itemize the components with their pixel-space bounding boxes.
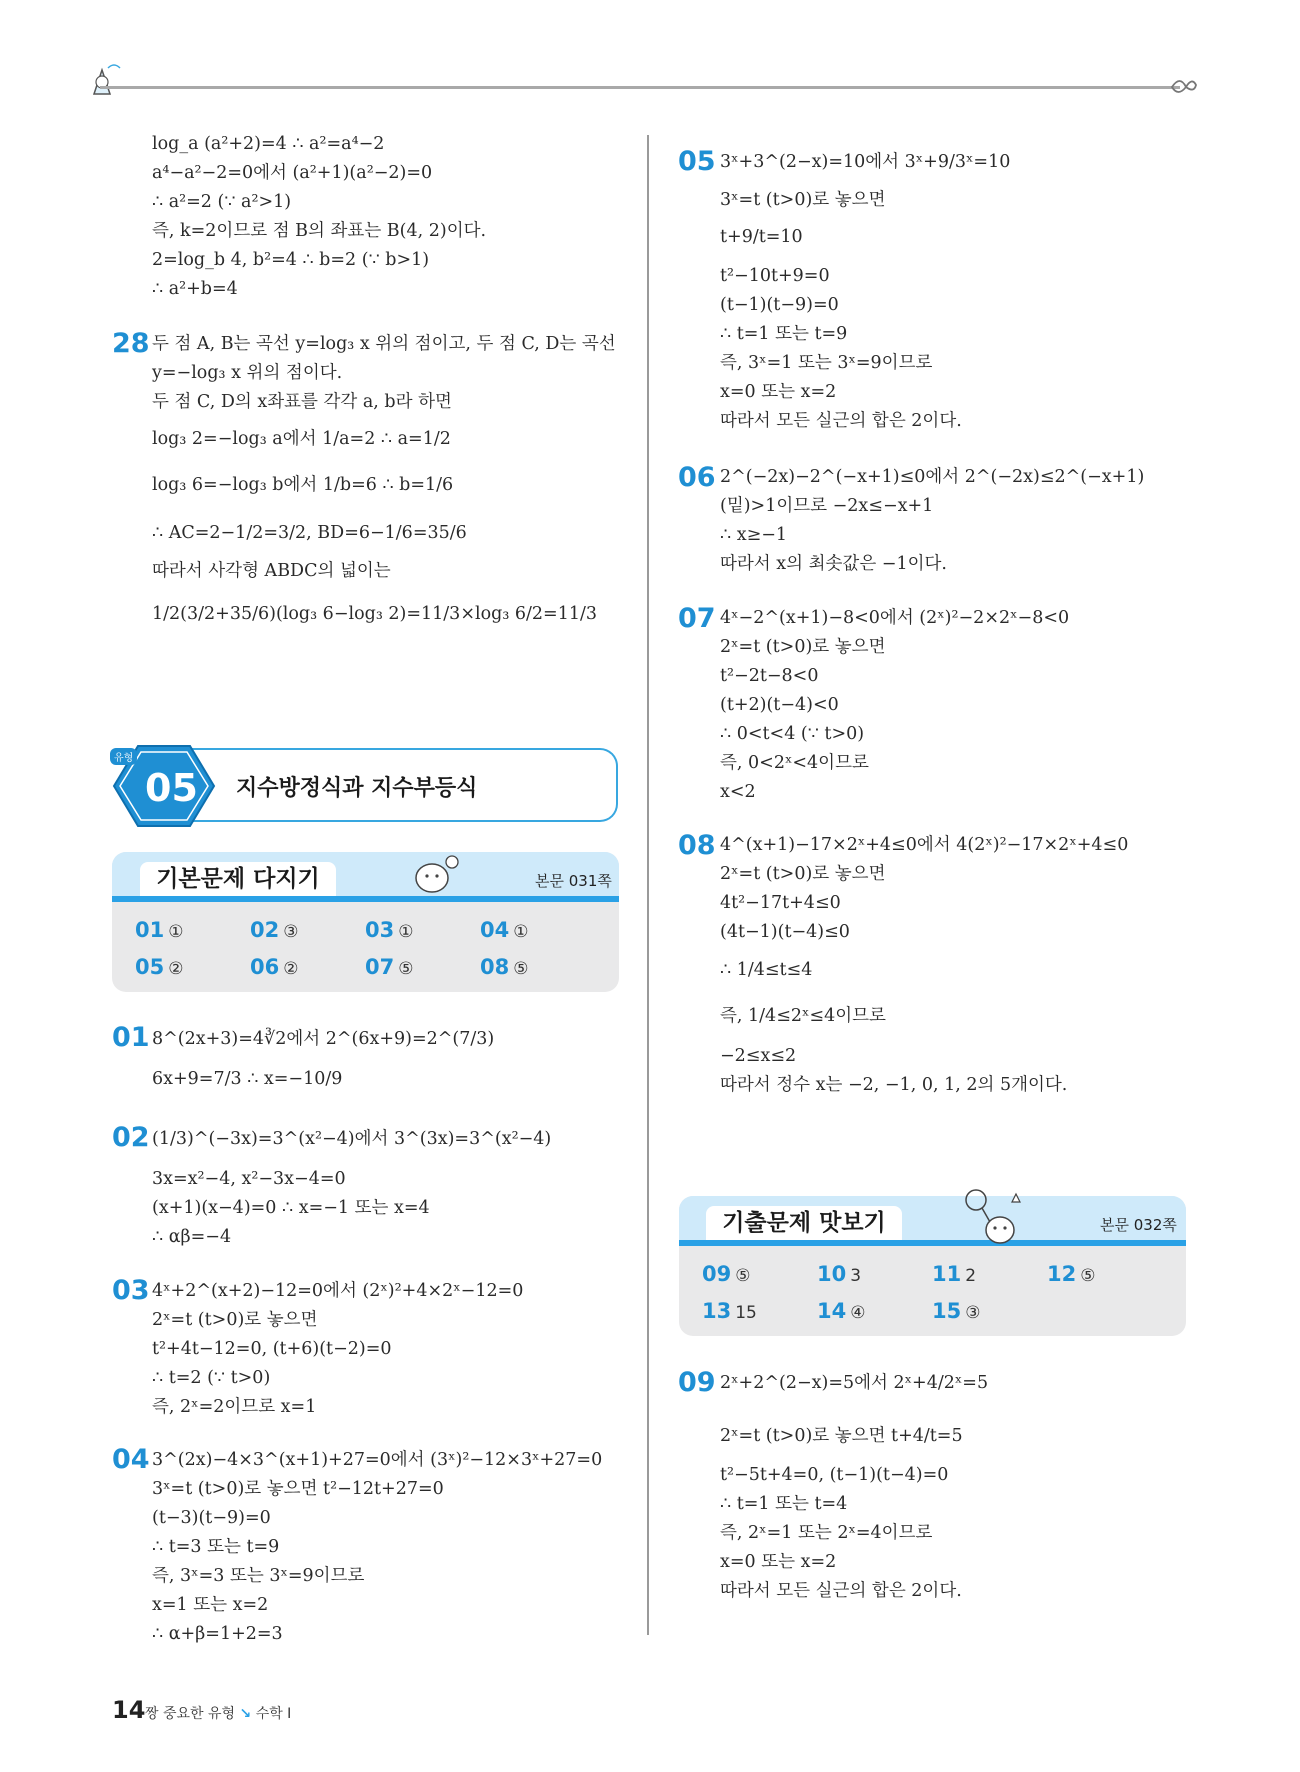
answer-item: 04 ① bbox=[480, 918, 529, 942]
footer-book-info bbox=[145, 1703, 291, 1723]
basic-answer-bar bbox=[112, 896, 619, 902]
solution-line: x<2 bbox=[720, 782, 756, 802]
solution-line: 8^(2x+3)=4∛2에서 2^(6x+9)=2^(7/3) bbox=[152, 1029, 495, 1049]
solution-line: ∴ a²=2 (∵ a²>1) bbox=[152, 192, 292, 212]
answer-item: 05 ② bbox=[135, 955, 184, 979]
section-number: 05 bbox=[145, 766, 198, 810]
solution-line: 4ˣ−2^(x+1)−8<0에서 (2ˣ)²−2×2ˣ−8<0 bbox=[720, 608, 1070, 628]
past-answer-bar bbox=[679, 1240, 1186, 1246]
solution-line: ∴ t=1 또는 t=4 bbox=[720, 1494, 848, 1514]
answer-item: 06 ② bbox=[250, 955, 299, 979]
solution-line: ∴ 0<t<4 (∵ t>0) bbox=[720, 724, 865, 744]
solution-line: 두 점 C, D의 x좌표를 각각 a, b라 하면 bbox=[152, 392, 452, 412]
solution-line: 두 점 A, B는 곡선 y=log₃ x 위의 점이고, 두 점 C, D는 곡선 bbox=[152, 334, 616, 354]
solution-line: t²−10t+9=0 bbox=[720, 266, 830, 286]
mascot-icon bbox=[88, 58, 128, 104]
solution-line: 2ˣ=t (t>0)로 놓으면 bbox=[152, 1310, 318, 1330]
book-title: 짱 중요한 유형 bbox=[145, 1706, 236, 1722]
problem-number: 08 bbox=[678, 830, 716, 861]
solution-line: t²−5t+4=0, (t−1)(t−4)=0 bbox=[720, 1465, 949, 1485]
solution-line: 6x+9=7/3 ∴ x=−10/9 bbox=[152, 1069, 343, 1089]
solution-line: 4ˣ+2^(x+2)−12=0에서 (2ˣ)²+4×2ˣ−12=0 bbox=[152, 1281, 524, 1301]
solution-line: 따라서 모든 실근의 합은 2이다. bbox=[720, 1581, 962, 1601]
ribbon-icon bbox=[1168, 74, 1200, 104]
cat-mascot-icon bbox=[402, 850, 464, 904]
problem-number: 05 bbox=[678, 146, 716, 177]
solution-line: ∴ t=1 또는 t=9 bbox=[720, 324, 848, 344]
solution-line: 2ˣ=t (t>0)로 놓으면 bbox=[720, 637, 886, 657]
solution-line: 즉, 3ˣ=3 또는 3ˣ=9이므로 bbox=[152, 1566, 365, 1586]
solution-line: ∴ α+β=1+2=3 bbox=[152, 1624, 283, 1644]
solution-line: ∴ αβ=−4 bbox=[152, 1227, 232, 1247]
answer-item: 14 ④ bbox=[817, 1299, 866, 1323]
problem-number: 28 bbox=[112, 328, 150, 359]
solution-line: 4^(x+1)−17×2ˣ+4≤0에서 4(2ˣ)²−17×2ˣ+4≤0 bbox=[720, 835, 1129, 855]
solution-line: (t+2)(t−4)<0 bbox=[720, 695, 839, 715]
basic-answer-tab: 기본문제 다지기 bbox=[140, 862, 336, 896]
solution-line: log_a (a²+2)=4 ∴ a²=a⁴−2 bbox=[152, 134, 385, 154]
answer-item: 08 ⑤ bbox=[480, 955, 529, 979]
solution-line: 1/2(3/2+35/6)(log₃ 6−log₃ 2)=11/3×log₃ 6/2=11/3 bbox=[152, 604, 598, 624]
problem-number: 02 bbox=[112, 1122, 150, 1153]
problem-number: 09 bbox=[678, 1367, 716, 1398]
page-number: 14 bbox=[112, 1696, 146, 1724]
solution-line: x=0 또는 x=2 bbox=[720, 1552, 837, 1572]
cat-badminton-icon bbox=[962, 1186, 1026, 1260]
answer-item: 11 2 bbox=[932, 1262, 977, 1286]
section-title: 지수방정식과 지수부등식 bbox=[236, 776, 478, 801]
solution-line: 3x=x²−4, x²−3x−4=0 bbox=[152, 1169, 346, 1189]
solution-line: log₃ 2=−log₃ a에서 1/a=2 ∴ a=1/2 bbox=[152, 429, 451, 449]
solution-line: 3ˣ+3^(2−x)=10에서 3ˣ+9/3ˣ=10 bbox=[720, 152, 1011, 172]
problem-number: 04 bbox=[112, 1444, 150, 1475]
solution-line: a⁴−a²−2=0에서 (a²+1)(a²−2)=0 bbox=[152, 163, 433, 183]
solution-line: 4t²−17t+4≤0 bbox=[720, 893, 841, 913]
solution-line: 즉, 1/4≤2ˣ≤4이므로 bbox=[720, 1006, 886, 1026]
section-tag-label: 유형 bbox=[110, 748, 137, 765]
subject-name: 수학 Ⅰ bbox=[255, 1706, 292, 1722]
answer-item: 13 15 bbox=[702, 1299, 757, 1323]
solution-line: t²+4t−12=0, (t+6)(t−2)=0 bbox=[152, 1339, 392, 1359]
column-divider bbox=[647, 135, 649, 1635]
answer-item: 07 ⑤ bbox=[365, 955, 414, 979]
solution-line: ∴ 1/4≤t≤4 bbox=[720, 960, 813, 980]
solution-line: 따라서 정수 x는 −2, −1, 0, 1, 2의 5개이다. bbox=[720, 1075, 1068, 1095]
answer-item: 01 ① bbox=[135, 918, 184, 942]
past-answer-ref: 본문 032쪽 bbox=[1100, 1216, 1177, 1234]
solution-line: (t−1)(t−9)=0 bbox=[720, 295, 839, 315]
solution-line: ∴ t=2 (∵ t>0) bbox=[152, 1368, 271, 1388]
solution-line: 따라서 모든 실근의 합은 2이다. bbox=[720, 411, 962, 431]
solution-line: 즉, 0<2ˣ<4이므로 bbox=[720, 753, 869, 773]
header-rule bbox=[100, 86, 1180, 89]
solution-line: 3ˣ=t (t>0)로 놓으면 bbox=[720, 190, 886, 210]
solution-line: 3^(2x)−4×3^(x+1)+27=0에서 (3ˣ)²−12×3ˣ+27=0 bbox=[152, 1450, 603, 1470]
solution-line: t²−2t−8<0 bbox=[720, 666, 819, 686]
solution-line: 즉, 2ˣ=1 또는 2ˣ=4이므로 bbox=[720, 1523, 933, 1543]
solution-line: (x+1)(x−4)=0 ∴ x=−1 또는 x=4 bbox=[152, 1198, 430, 1218]
answer-item: 10 3 bbox=[817, 1262, 862, 1286]
solution-line: ∴ t=3 또는 t=9 bbox=[152, 1537, 280, 1557]
solution-line: y=−log₃ x 위의 점이다. bbox=[152, 363, 343, 383]
solution-line: (1/3)^(−3x)=3^(x²−4)에서 3^(3x)=3^(x²−4) bbox=[152, 1129, 552, 1149]
solution-line: (밑)>1이므로 −2x≤−x+1 bbox=[720, 496, 934, 516]
solution-line: 2=log_b 4, b²=4 ∴ b=2 (∵ b>1) bbox=[152, 250, 430, 270]
answer-item: 09 ⑤ bbox=[702, 1262, 751, 1286]
problem-number: 06 bbox=[678, 462, 716, 493]
answer-item: 15 ③ bbox=[932, 1299, 981, 1323]
separator-arrow-icon: ↘ bbox=[239, 1706, 252, 1722]
problem-number: 03 bbox=[112, 1275, 150, 1306]
solution-line: ∴ a²+b=4 bbox=[152, 279, 238, 299]
problem-number: 07 bbox=[678, 603, 716, 634]
solution-line: 2ˣ+2^(2−x)=5에서 2ˣ+4/2ˣ=5 bbox=[720, 1373, 989, 1393]
answer-item: 02 ③ bbox=[250, 918, 299, 942]
basic-answer-ref: 본문 031쪽 bbox=[535, 872, 612, 890]
solution-line: 따라서 사각형 ABDC의 넓이는 bbox=[152, 561, 391, 581]
solution-line: 3ˣ=t (t>0)로 놓으면 t²−12t+27=0 bbox=[152, 1479, 444, 1499]
solution-line: 2ˣ=t (t>0)로 놓으면 bbox=[720, 864, 886, 884]
solution-line: 2^(−2x)−2^(−x+1)≤0에서 2^(−2x)≤2^(−x+1) bbox=[720, 467, 1145, 487]
solution-line: log₃ 6=−log₃ b에서 1/b=6 ∴ b=1/6 bbox=[152, 475, 454, 495]
past-answer-tab: 기출문제 맛보기 bbox=[706, 1206, 902, 1240]
solution-line: t+9/t=10 bbox=[720, 227, 803, 247]
solution-line: (t−3)(t−9)=0 bbox=[152, 1508, 271, 1528]
solution-line: 즉, 3ˣ=1 또는 3ˣ=9이므로 bbox=[720, 353, 933, 373]
answer-item: 03 ① bbox=[365, 918, 414, 942]
problem-number: 01 bbox=[112, 1022, 150, 1053]
solution-line: x=0 또는 x=2 bbox=[720, 382, 837, 402]
answer-item: 12 ⑤ bbox=[1047, 1262, 1096, 1286]
solution-line: 즉, 2ˣ=2이므로 x=1 bbox=[152, 1397, 317, 1417]
solution-line: x=1 또는 x=2 bbox=[152, 1595, 269, 1615]
solution-line: 즉, k=2이므로 점 B의 좌표는 B(4, 2)이다. bbox=[152, 221, 487, 241]
solution-line: 2ˣ=t (t>0)로 놓으면 t+4/t=5 bbox=[720, 1426, 963, 1446]
solution-line: ∴ x≥−1 bbox=[720, 525, 788, 545]
solution-line: 따라서 x의 최솟값은 −1이다. bbox=[720, 554, 947, 574]
solution-line: (4t−1)(t−4)≤0 bbox=[720, 922, 850, 942]
solution-line: −2≤x≤2 bbox=[720, 1046, 797, 1066]
solution-line: ∴ AC=2−1/2=3/2, BD=6−1/6=35/6 bbox=[152, 523, 467, 543]
